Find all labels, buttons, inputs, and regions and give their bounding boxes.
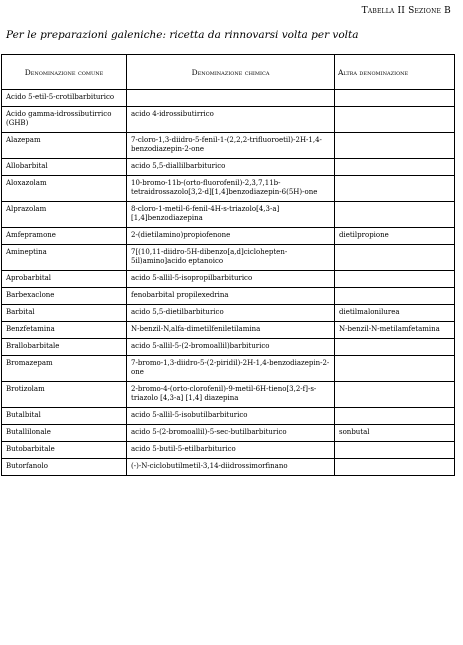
cell-other-name (335, 271, 455, 288)
page-subtitle: Per le preparazioni galeniche: ricetta da rinnovarsi volta per volta (6, 29, 359, 41)
cell-chemical-name: (-)-N-ciclobutilmetil-3,14-diidrossimorfinano (127, 459, 335, 476)
cell-common-name: Alazepam (2, 133, 127, 159)
cell-other-name: N-benzil-N-metilamfetamina (335, 322, 455, 339)
cell-common-name: Brallobarbitale (2, 339, 127, 356)
cell-other-name (335, 382, 455, 408)
table-row (2, 271, 455, 288)
table-row (2, 245, 455, 271)
cell-other-name (335, 107, 455, 133)
cell-chemical-name: acido 5-allil-5-isopropilbarbiturico (127, 271, 335, 288)
table-row (2, 425, 455, 442)
column-header-other: Altra denominazione (335, 55, 455, 90)
cell-other-name (335, 408, 455, 425)
cell-chemical-name: acido 5-allil-5-(2-bromoallil)barbiturico (127, 339, 335, 356)
column-header-common: Denominazione comune (2, 55, 127, 90)
cell-common-name: Barbexaclone (2, 288, 127, 305)
table-header-row (2, 55, 455, 90)
cell-other-name (335, 90, 455, 107)
cell-chemical-name: 2-(dietilamino)propiofenone (127, 228, 335, 245)
cell-chemical-name: fenobarbital propilexedrina (127, 288, 335, 305)
cell-other-name (335, 159, 455, 176)
cell-chemical-name: 10-bromo-11b-(orto-fluorofenil)-2,3,7,11b-tetraidrossazolo[3,2-d][1,4]benzodiazepin-6(5H)-one (127, 176, 335, 202)
cell-common-name: Amineptina (2, 245, 127, 271)
table-row (2, 442, 455, 459)
cell-chemical-name: acido 5-butil-5-etilbarbiturico (127, 442, 335, 459)
cell-chemical-name: acido 4-idrossibutirrico (127, 107, 335, 133)
cell-chemical-name: acido 5-(2-bromoallil)-5-sec-butilbarbiturico (127, 425, 335, 442)
cell-common-name: Butobarbitale (2, 442, 127, 459)
column-header-chemical: Denominazione chimica (127, 55, 335, 90)
cell-chemical-name: N-benzil-N,alfa-dimetilfeniletilamina (127, 322, 335, 339)
cell-chemical-name: acido 5-allil-5-isobutilbarbiturico (127, 408, 335, 425)
table-row (2, 107, 455, 133)
cell-common-name: Acido 5-etil-5-crotilbarbiturico (2, 90, 127, 107)
table-body (2, 90, 455, 476)
table-row (2, 408, 455, 425)
cell-other-name (335, 288, 455, 305)
table-header-label: Tabella II Sezione B (361, 6, 451, 16)
cell-common-name: Butalbital (2, 408, 127, 425)
cell-chemical-name (127, 90, 335, 107)
table-row (2, 133, 455, 159)
cell-other-name: dietilpropione (335, 228, 455, 245)
cell-other-name (335, 356, 455, 382)
cell-other-name: sonbutal (335, 425, 455, 442)
cell-common-name: Butallilonale (2, 425, 127, 442)
table-row (2, 90, 455, 107)
cell-common-name: Barbital (2, 305, 127, 322)
table-row (2, 288, 455, 305)
cell-common-name: Amfepramone (2, 228, 127, 245)
table-row (2, 228, 455, 245)
table-row (2, 339, 455, 356)
cell-other-name (335, 245, 455, 271)
cell-chemical-name: 7[(10,11-diidro-5H-dibenzo[a,d]ciclohepten-5il)amino]acido eptanoico (127, 245, 335, 271)
cell-common-name: Aprobarbital (2, 271, 127, 288)
cell-common-name: Butorfanolo (2, 459, 127, 476)
cell-chemical-name: 8-cloro-1-metil-6-fenil-4H-s-triazolo[4,3-a][1,4]benzodiazepina (127, 202, 335, 228)
table-row (2, 322, 455, 339)
cell-other-name (335, 176, 455, 202)
table-row (2, 202, 455, 228)
table-row (2, 356, 455, 382)
cell-common-name: Benzfetamina (2, 322, 127, 339)
table-row (2, 382, 455, 408)
cell-common-name: Alprazolam (2, 202, 127, 228)
cell-other-name (335, 202, 455, 228)
cell-chemical-name: 7-cloro-1,3-diidro-5-fenil-1-(2,2,2-trifluoroetil)-2H-1,4-benzodiazepin-2-one (127, 133, 335, 159)
cell-common-name: Acido gamma-idrossibutirrico (GHB) (2, 107, 127, 133)
cell-other-name: dietilmalonilurea (335, 305, 455, 322)
table-row (2, 459, 455, 476)
cell-common-name: Brotizolam (2, 382, 127, 408)
table-row (2, 176, 455, 202)
cell-chemical-name: acido 5,5-dietilbarbiturico (127, 305, 335, 322)
substances-table (1, 54, 455, 476)
cell-other-name (335, 442, 455, 459)
cell-common-name: Aloxazolam (2, 176, 127, 202)
cell-chemical-name: 2-bromo-4-(orto-clorofenil)-9-metil-6H-tieno[3,2-f]-s-triazolo [4,3-a] [1,4] diazepina (127, 382, 335, 408)
cell-chemical-name: 7-bromo-1,3-diidro-5-(2-piridil)-2H-1,4-benzodiazepin-2-one (127, 356, 335, 382)
cell-other-name (335, 133, 455, 159)
table-row (2, 159, 455, 176)
cell-other-name (335, 339, 455, 356)
table-row (2, 305, 455, 322)
cell-chemical-name: acido 5,5-diallilbarbiturico (127, 159, 335, 176)
cell-common-name: Bromazepam (2, 356, 127, 382)
cell-common-name: Allobarbital (2, 159, 127, 176)
cell-other-name (335, 459, 455, 476)
